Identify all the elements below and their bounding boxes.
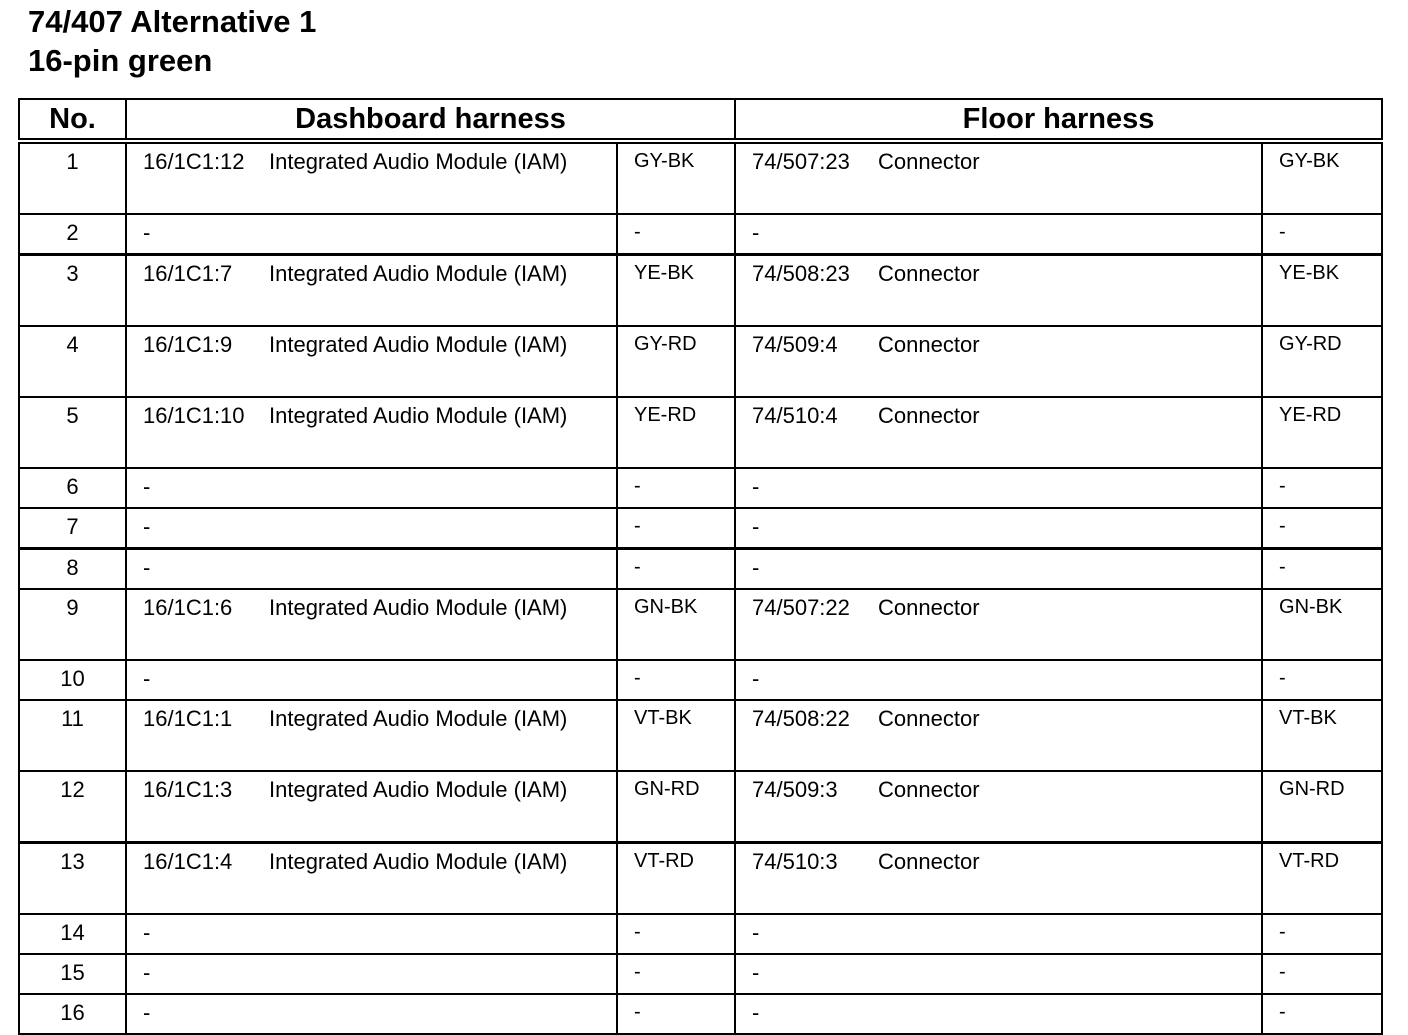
title-line-2: 16-pin green [28,43,213,78]
table-row [19,397,1382,468]
pin-number: 1 [19,141,126,214]
dashboard-cell [126,141,617,214]
floor-description [878,218,1261,248]
dashboard-wire-color: GN-RD [617,771,735,843]
dashboard-pin: - [143,474,151,499]
floor-description: Connector [878,595,980,620]
floor-description: Connector [878,332,980,357]
dashboard-cell [126,954,617,994]
dashboard-wire-color: YE-RD [617,397,735,468]
floor-pin: 74/508:23 [752,261,850,286]
table-row [19,994,1382,1034]
floor-cell [735,214,1262,255]
dashboard-wire-color: - [617,954,735,994]
table-row [19,468,1382,508]
dashboard-wire-color: - [617,660,735,700]
table-row [19,771,1382,843]
dashboard-cell [126,326,617,397]
pin-number: 15 [19,954,126,994]
pin-number: 10 [19,660,126,700]
dashboard-pin: 16/1C1:4 [143,849,233,874]
header-dashboard-harness: Dashboard harness [126,99,735,141]
dashboard-description: Integrated Audio Module (IAM) [269,403,568,428]
pin-number: 6 [19,468,126,508]
dashboard-wire-color: - [617,994,735,1034]
dashboard-cell [126,843,617,915]
dashboard-cell [126,255,617,327]
dashboard-pin: - [143,514,151,539]
dashboard-pin: - [143,220,151,245]
floor-pin: - [752,920,760,945]
table-row [19,508,1382,549]
floor-pin: - [752,666,760,691]
floor-cell [735,141,1262,214]
dashboard-description: Integrated Audio Module (IAM) [269,332,568,357]
dashboard-wire-color: - [617,468,735,508]
floor-wire-color: GN-RD [1262,771,1382,843]
dashboard-description [269,664,616,694]
floor-wire-color: GN-BK [1262,589,1382,660]
floor-wire-color: GY-RD [1262,326,1382,397]
floor-wire-color: - [1262,914,1382,954]
dashboard-cell [126,771,617,843]
dashboard-cell [126,589,617,660]
floor-cell [735,549,1262,590]
table-row [19,549,1382,590]
pin-number: 8 [19,549,126,590]
table-row [19,660,1382,700]
floor-pin: - [752,220,760,245]
header-floor-harness: Floor harness [735,99,1382,141]
floor-wire-color: YE-BK [1262,255,1382,327]
dashboard-cell [126,700,617,771]
floor-cell [735,994,1262,1034]
floor-wire-color: - [1262,468,1382,508]
dashboard-description: Integrated Audio Module (IAM) [269,706,568,731]
dashboard-pin: - [143,960,151,985]
floor-wire-color: - [1262,994,1382,1034]
floor-pin: 74/509:3 [752,777,838,802]
table-row [19,914,1382,954]
table-row [19,843,1382,915]
dashboard-cell [126,468,617,508]
document-title [28,2,316,80]
floor-cell [735,589,1262,660]
dashboard-wire-color: VT-RD [617,843,735,915]
dashboard-description: Integrated Audio Module (IAM) [269,849,568,874]
dashboard-pin: - [143,555,151,580]
floor-pin: - [752,555,760,580]
dashboard-description [269,958,616,988]
floor-cell [735,843,1262,915]
floor-pin: 74/510:4 [752,403,838,428]
floor-wire-color: VT-RD [1262,843,1382,915]
floor-cell [735,660,1262,700]
dashboard-pin: 16/1C1:6 [143,595,233,620]
floor-cell [735,771,1262,843]
floor-cell [735,954,1262,994]
floor-pin: 74/509:4 [752,332,838,357]
dashboard-pin: 16/1C1:7 [143,261,233,286]
dashboard-wire-color: - [617,549,735,590]
pin-number: 11 [19,700,126,771]
floor-description [878,958,1261,988]
pin-number: 12 [19,771,126,843]
floor-description [878,512,1261,542]
floor-description [878,664,1261,694]
dashboard-wire-color: GN-BK [617,589,735,660]
dashboard-cell [126,214,617,255]
pin-number: 3 [19,255,126,327]
dashboard-wire-color: - [617,508,735,549]
dashboard-wire-color: YE-BK [617,255,735,327]
floor-wire-color: - [1262,214,1382,255]
pin-table [18,98,1383,1035]
floor-pin: 74/510:3 [752,849,838,874]
dashboard-cell [126,549,617,590]
pin-number: 2 [19,214,126,255]
header-no: No. [19,99,126,141]
floor-description [878,472,1261,502]
floor-description: Connector [878,403,980,428]
floor-description: Connector [878,149,980,174]
floor-pin: - [752,960,760,985]
pin-number: 7 [19,508,126,549]
dashboard-description [269,512,616,542]
floor-pin: - [752,1000,760,1025]
dashboard-cell [126,397,617,468]
floor-cell [735,468,1262,508]
floor-description: Connector [878,849,980,874]
dashboard-description: Integrated Audio Module (IAM) [269,149,568,174]
table-row [19,255,1382,327]
floor-wire-color: GY-BK [1262,141,1382,214]
dashboard-description: Integrated Audio Module (IAM) [269,261,568,286]
floor-wire-color: YE-RD [1262,397,1382,468]
dashboard-cell [126,508,617,549]
dashboard-cell [126,660,617,700]
floor-pin: 74/507:22 [752,595,850,620]
table-row [19,589,1382,660]
dashboard-pin: 16/1C1:1 [143,706,233,731]
table-row [19,141,1382,214]
floor-pin: 74/507:23 [752,149,850,174]
pin-number: 13 [19,843,126,915]
dashboard-description [269,918,616,948]
dashboard-pin: 16/1C1:9 [143,332,233,357]
floor-description: Connector [878,777,980,802]
dashboard-pin: 16/1C1:10 [143,403,245,428]
dashboard-wire-color: VT-BK [617,700,735,771]
table-row [19,214,1382,255]
dashboard-pin: - [143,1000,151,1025]
table-header-row [19,99,1382,141]
dashboard-wire-color: - [617,214,735,255]
dashboard-wire-color: GY-RD [617,326,735,397]
floor-description [878,553,1261,583]
floor-cell [735,508,1262,549]
dashboard-pin: 16/1C1:12 [143,149,245,174]
floor-cell [735,397,1262,468]
floor-description: Connector [878,261,980,286]
dashboard-pin: - [143,666,151,691]
dashboard-pin: 16/1C1:3 [143,777,233,802]
pin-number: 16 [19,994,126,1034]
floor-description: Connector [878,706,980,731]
table-row [19,326,1382,397]
pin-number: 9 [19,589,126,660]
floor-cell [735,255,1262,327]
dashboard-pin: - [143,920,151,945]
dashboard-wire-color: - [617,914,735,954]
floor-wire-color: - [1262,660,1382,700]
floor-pin: 74/508:22 [752,706,850,731]
floor-cell [735,700,1262,771]
table-row [19,954,1382,994]
title-line-1: 74/407 Alternative 1 [28,4,317,39]
floor-pin: - [752,474,760,499]
floor-cell [735,914,1262,954]
floor-wire-color: - [1262,508,1382,549]
floor-wire-color: - [1262,549,1382,590]
dashboard-description: Integrated Audio Module (IAM) [269,777,568,802]
pin-number: 4 [19,326,126,397]
dashboard-description [269,218,616,248]
dashboard-description [269,553,616,583]
floor-cell [735,326,1262,397]
dashboard-cell [126,914,617,954]
pin-number: 14 [19,914,126,954]
pin-number: 5 [19,397,126,468]
floor-wire-color: - [1262,954,1382,994]
table-row [19,700,1382,771]
floor-pin: - [752,514,760,539]
dashboard-wire-color: GY-BK [617,141,735,214]
dashboard-description: Integrated Audio Module (IAM) [269,595,568,620]
floor-wire-color: VT-BK [1262,700,1382,771]
floor-description [878,918,1261,948]
dashboard-description [269,472,616,502]
dashboard-cell [126,994,617,1034]
